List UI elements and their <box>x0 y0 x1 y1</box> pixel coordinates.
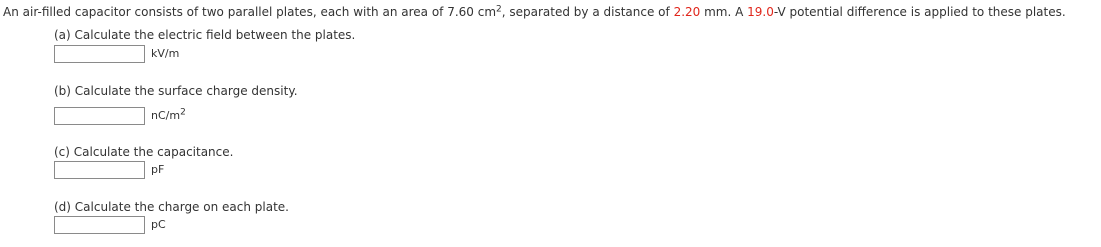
distance-value: 2.20 <box>673 5 701 19</box>
part-d-question: (d) Calculate the charge on each plate. <box>54 200 289 214</box>
problem-text-1: An air-filled capacitor consists of two parallel plates, each with an area of 7.60 cm <box>3 5 497 19</box>
problem-text-2: , separated by a distance of <box>501 5 674 19</box>
part-d-unit-text: pC <box>151 218 166 231</box>
part-b-answer-input[interactable] <box>54 107 145 125</box>
part-d-unit <box>151 218 166 232</box>
part-c-unit <box>151 163 164 177</box>
problem-text-3: mm. A <box>700 5 748 19</box>
part-b-question: (b) Calculate the surface charge density. <box>54 84 298 98</box>
part-c-unit-text: pF <box>151 163 165 176</box>
part-d-answer-input[interactable] <box>54 216 145 234</box>
part-a-question: (a) Calculate the electric field between the plates. <box>54 28 356 42</box>
part-a-unit <box>151 47 179 61</box>
part-b-unit-exponent: 2 <box>180 107 186 118</box>
part-a-answer-input[interactable] <box>54 45 145 63</box>
problem-statement <box>3 5 1066 19</box>
part-b-unit-text: nC/m <box>151 109 181 122</box>
problem-text-4: -V potential difference is applied to these plates. <box>773 5 1066 19</box>
part-a-unit-text: kV/m <box>151 47 180 60</box>
area-exponent: 2 <box>496 4 502 15</box>
part-c-answer-input[interactable] <box>54 161 145 179</box>
voltage-value: 19.0 <box>747 5 774 19</box>
part-b-unit <box>151 109 186 123</box>
part-c-question: (c) Calculate the capacitance. <box>54 145 234 159</box>
